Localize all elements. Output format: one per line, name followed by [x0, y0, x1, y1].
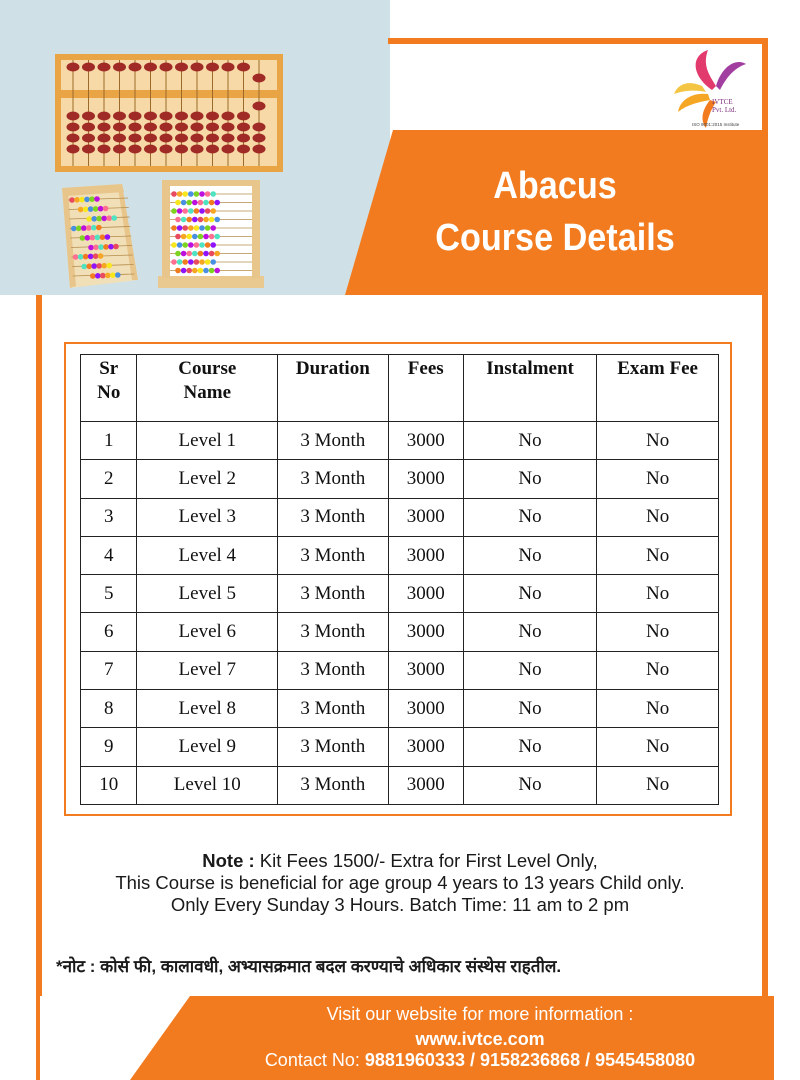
table-row — [81, 460, 719, 498]
cell-sr-no: 9 — [81, 728, 137, 766]
cell-instalment: No — [463, 651, 596, 689]
logo-name-text: IVTCE — [712, 98, 733, 106]
cell-course-name: Level 1 — [137, 422, 278, 460]
logo-sub-text: Pvt. Ltd. — [712, 106, 737, 114]
table-row — [81, 613, 719, 651]
header-sr-no-line1: Sr — [99, 358, 119, 379]
cell-fees: 3000 — [388, 536, 463, 574]
header-course-name — [137, 355, 278, 422]
cell-course-name: Level 3 — [137, 498, 278, 536]
note-line-2: This Course is beneficial for age group 4 years to 13 years Child only. — [115, 872, 685, 893]
cell-sr-no: 7 — [81, 651, 137, 689]
header-course-name-line1: Course — [178, 358, 237, 379]
footer-contact-label: Contact No: — [264, 1050, 365, 1070]
cell-duration: 3 Month — [278, 613, 388, 651]
abacus-colorful-image-2 — [156, 178, 266, 290]
cell-exam-fee: No — [597, 536, 719, 574]
cell-sr-no: 3 — [81, 498, 137, 536]
header-course-name-line2: Name — [183, 382, 232, 403]
cell-course-name: Level 8 — [137, 690, 278, 728]
cell-duration: 3 Month — [278, 460, 388, 498]
cell-duration: 3 Month — [278, 690, 388, 728]
notes-block — [0, 850, 800, 916]
table-row — [81, 651, 719, 689]
abacus-large-image — [55, 54, 283, 172]
cell-exam-fee: No — [597, 422, 719, 460]
table-row — [81, 536, 719, 574]
table-row — [81, 728, 719, 766]
cell-duration: 3 Month — [278, 422, 388, 460]
header-instalment: Instalment — [463, 355, 596, 422]
cell-fees: 3000 — [388, 728, 463, 766]
cell-instalment: No — [463, 728, 596, 766]
cell-fees: 3000 — [388, 460, 463, 498]
cell-fees: 3000 — [388, 613, 463, 651]
table-row — [81, 422, 719, 460]
table-row — [81, 498, 719, 536]
frame-top-line — [388, 38, 768, 44]
cell-fees: 3000 — [388, 651, 463, 689]
table-header-row — [81, 355, 719, 422]
cell-sr-no: 10 — [81, 766, 137, 804]
header-exam-fee: Exam Fee — [597, 355, 719, 422]
footer-contact-numbers: 9881960333 / 9158236868 / 9545458080 — [364, 1050, 696, 1070]
cell-exam-fee: No — [597, 460, 719, 498]
cell-sr-no: 1 — [81, 422, 137, 460]
cell-course-name: Level 6 — [137, 613, 278, 651]
header-duration: Duration — [278, 355, 388, 422]
cell-course-name: Level 5 — [137, 575, 278, 613]
cell-sr-no: 8 — [81, 690, 137, 728]
cell-fees: 3000 — [388, 766, 463, 804]
footer-website-link[interactable]: www.ivtce.com — [415, 1029, 545, 1049]
cell-instalment: No — [463, 498, 596, 536]
logo-name — [712, 98, 736, 114]
cell-instalment: No — [463, 575, 596, 613]
cell-course-name: Level 2 — [137, 460, 278, 498]
cell-instalment: No — [463, 536, 596, 574]
header-sr-no — [81, 355, 137, 422]
cell-exam-fee: No — [597, 498, 719, 536]
cell-duration: 3 Month — [278, 498, 388, 536]
footer-visit-text: Visit our website for more information : — [326, 1004, 634, 1024]
cell-exam-fee: No — [597, 766, 719, 804]
page-title — [402, 160, 708, 264]
cell-course-name: Level 10 — [137, 766, 278, 804]
cell-fees: 3000 — [388, 498, 463, 536]
header-sr-no-line2: No — [97, 382, 121, 403]
cell-exam-fee: No — [597, 575, 719, 613]
cell-exam-fee: No — [597, 613, 719, 651]
note-line-1 — [0, 850, 800, 872]
cell-course-name: Level 4 — [137, 536, 278, 574]
ivtce-logo-icon — [672, 46, 758, 130]
cell-sr-no: 6 — [81, 613, 137, 651]
cell-course-name: Level 9 — [137, 728, 278, 766]
cell-sr-no: 5 — [81, 575, 137, 613]
table-row — [81, 575, 719, 613]
cell-exam-fee: No — [597, 728, 719, 766]
cell-course-name: Level 7 — [137, 651, 278, 689]
course-table — [80, 354, 719, 805]
abacus-colorful-image-1 — [52, 182, 144, 290]
cell-duration: 3 Month — [278, 728, 388, 766]
cell-instalment: No — [463, 766, 596, 804]
table-row — [81, 766, 719, 804]
title-line-2: Course Details — [435, 217, 675, 259]
cell-duration: 3 Month — [278, 536, 388, 574]
note-line-1-text: Kit Fees 1500/- Extra for First Level Only, — [254, 850, 598, 871]
cell-instalment: No — [463, 690, 596, 728]
cell-fees: 3000 — [388, 690, 463, 728]
cell-duration: 3 Month — [278, 766, 388, 804]
cell-instalment: No — [463, 613, 596, 651]
marathi-note: *नोट : कोर्स फी, कालावधी, अभ्यासक्रमात बदल करण्याचे अधिकार संस्थेस राहतील. — [56, 957, 562, 976]
cell-instalment: No — [463, 422, 596, 460]
title-line-1: Abacus — [493, 165, 617, 207]
header-fees: Fees — [388, 355, 463, 422]
cell-duration: 3 Month — [278, 651, 388, 689]
note-label: Note : — [202, 850, 255, 871]
logo-iso-text: ISO 9001:2015 Institute — [692, 122, 740, 127]
cell-sr-no: 2 — [81, 460, 137, 498]
cell-sr-no: 4 — [81, 536, 137, 574]
cell-duration: 3 Month — [278, 575, 388, 613]
frame-left-line — [36, 295, 42, 1080]
cell-exam-fee: No — [597, 651, 719, 689]
note-line-3: Only Every Sunday 3 Hours. Batch Time: 11 am to 2 pm — [170, 894, 630, 915]
cell-fees: 3000 — [388, 422, 463, 460]
cell-exam-fee: No — [597, 690, 719, 728]
table-row — [81, 690, 719, 728]
footer-contact — [200, 1048, 760, 1072]
cell-instalment: No — [463, 460, 596, 498]
cell-fees: 3000 — [388, 575, 463, 613]
